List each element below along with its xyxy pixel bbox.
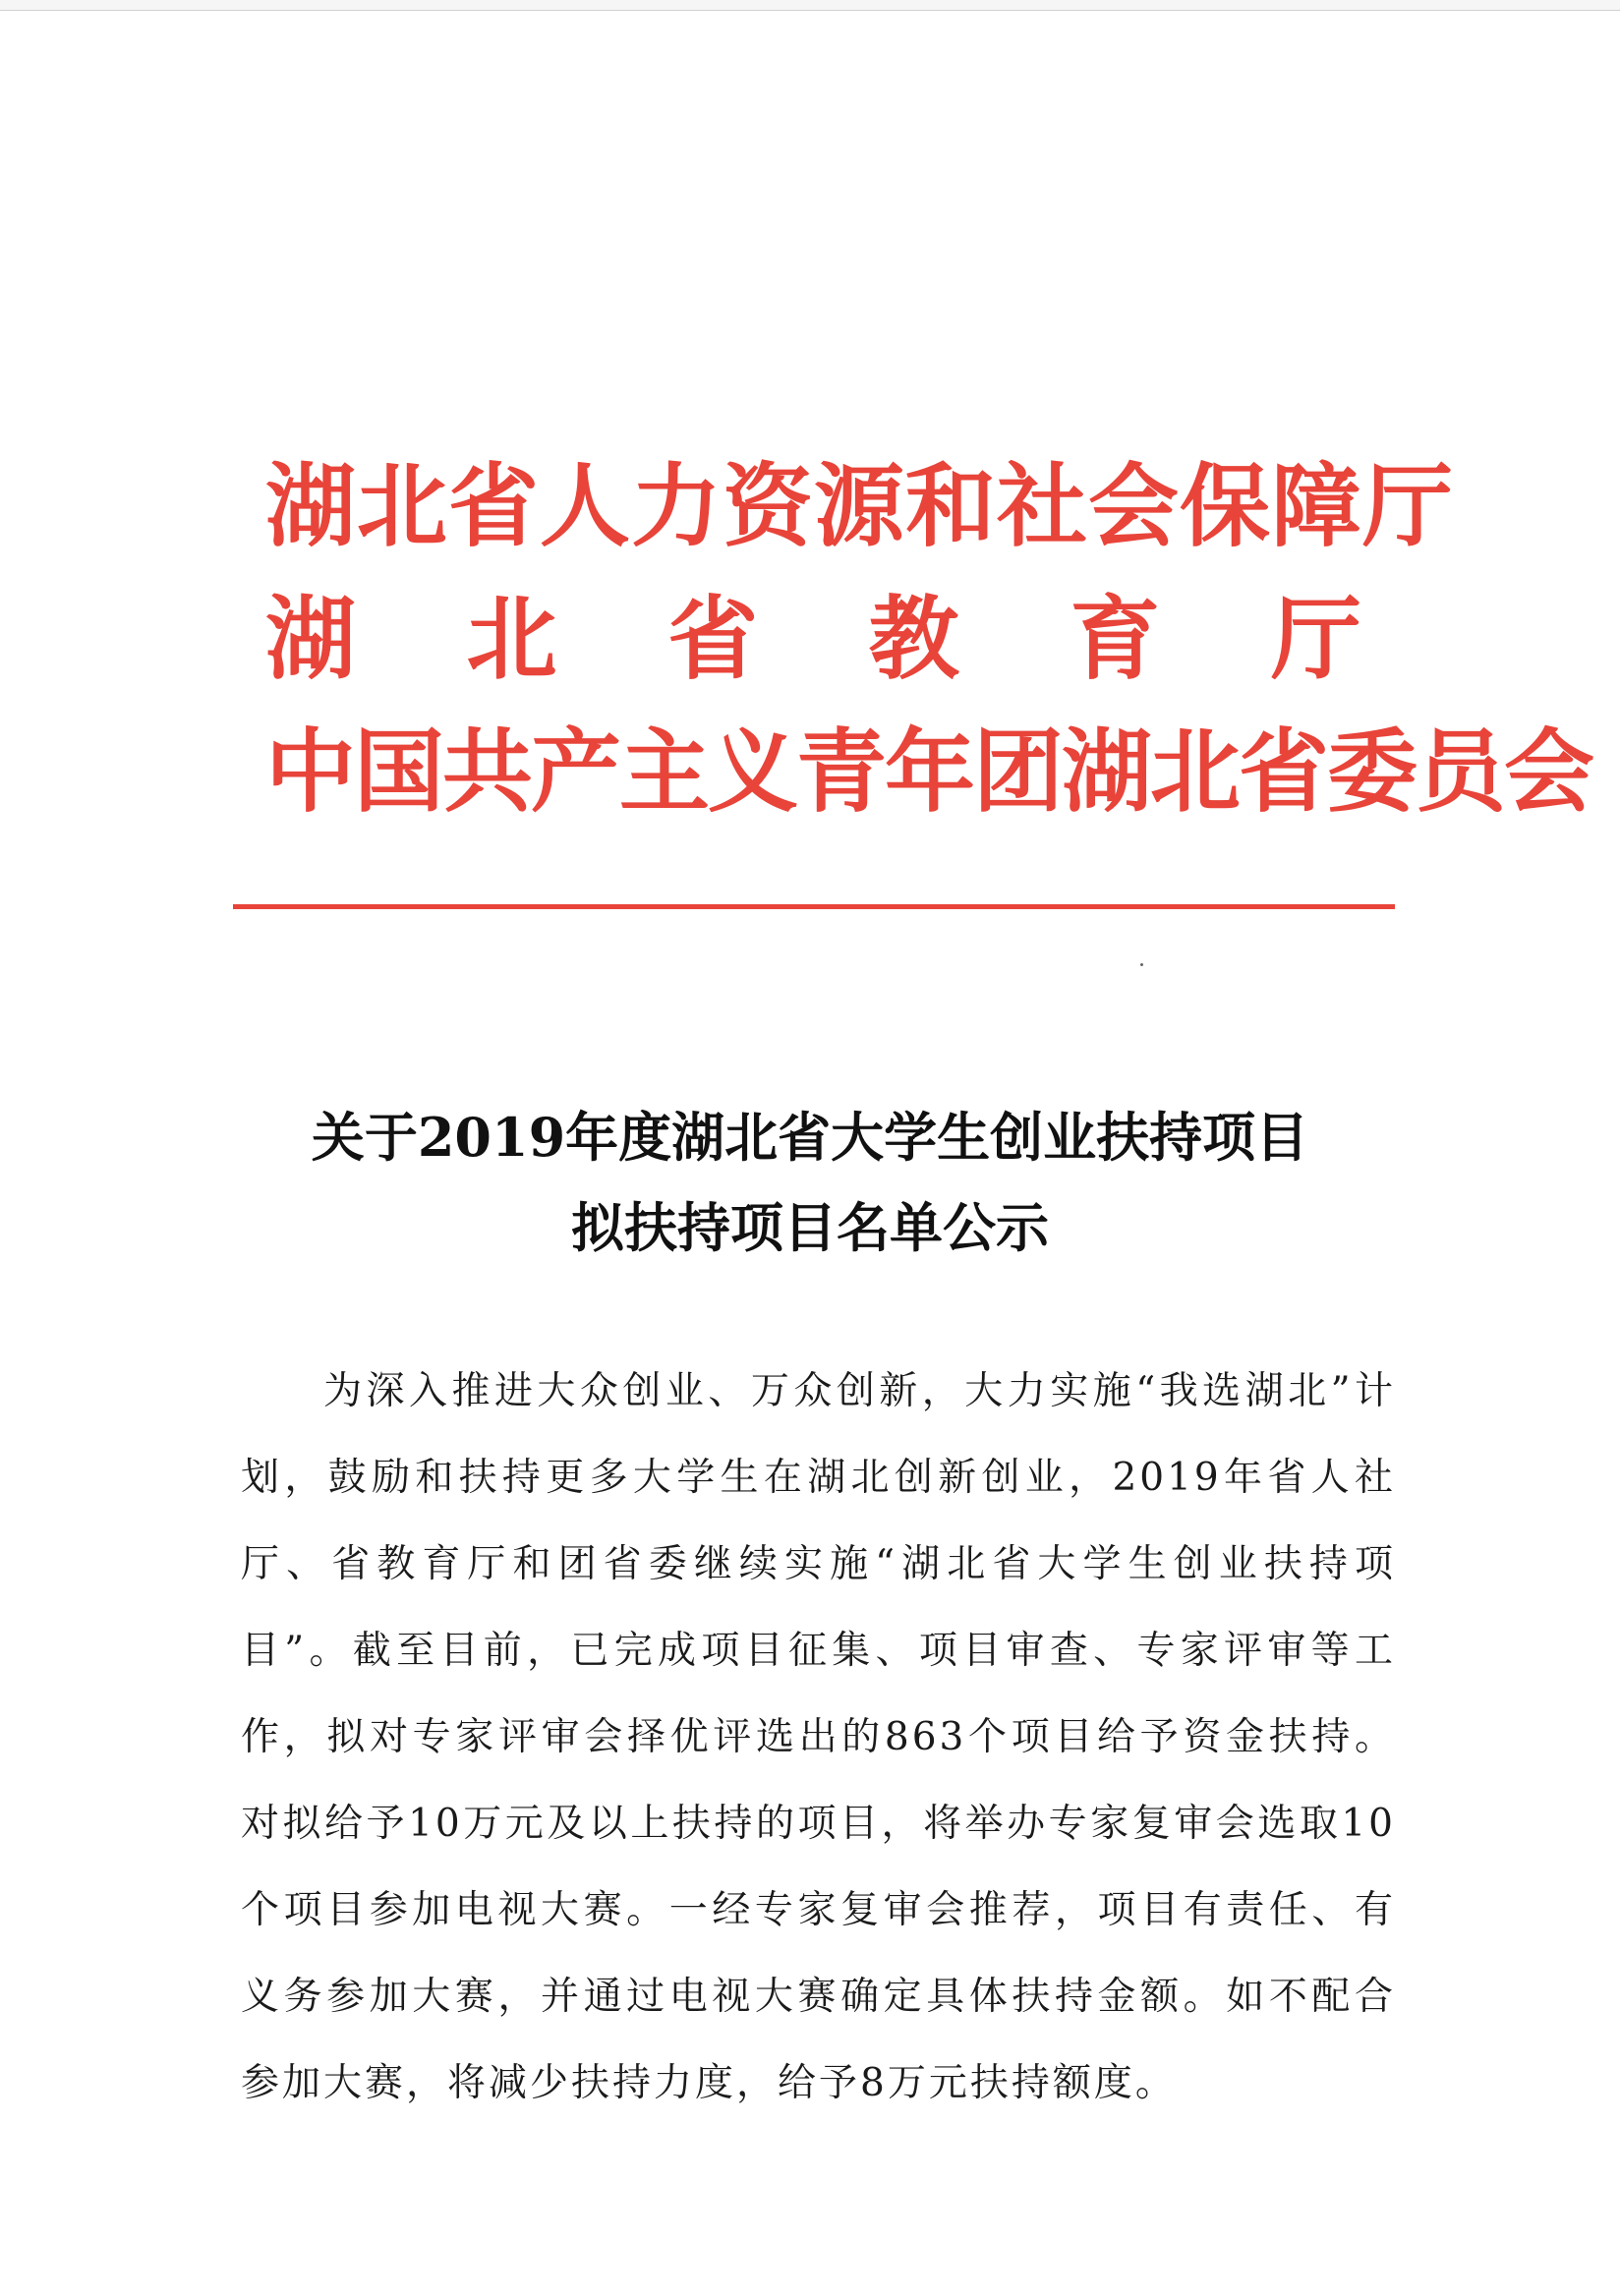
letterhead-char: 湖	[265, 587, 357, 692]
letterhead-issuer-youth-league: 中国共产主义青年团湖北省委员会	[265, 719, 1593, 825]
letterhead-char: 育	[1070, 587, 1161, 692]
document-title-line-1: 关于2019年度湖北省大学生创业扶持项目	[311, 1106, 1309, 1169]
letterhead-char: 教	[868, 587, 959, 692]
document-title-line-2: 拟扶持项目名单公示	[571, 1196, 1049, 1259]
letterhead-char: 北	[466, 587, 557, 692]
letterhead-divider	[233, 904, 1395, 909]
letterhead-issuer-education	[265, 587, 1361, 692]
scan-speck	[1140, 963, 1143, 966]
letterhead-char: 省	[667, 587, 759, 692]
letterhead-char: 厅	[1270, 587, 1361, 692]
body-paragraph: 为深入推进大众创业、万众创新，大力实施“我选湖北”计划，鼓励和扶持更多大学生在湖北创新创业，2019年省人社厅、省教育厅和团省委继续实施“湖北省大学生创业扶持项目”。截至目前，已完成项目征集、项目审查、专家评审等工作，拟对专家评审会择优评选出的863个项目给予资金扶持。对拟给予10万元及以上扶持的项目，将举办专家复审会选取10个项目参加电视大赛。一经专家复审会推荐，项目有责任、有义务参加大赛，并通过电视大赛确定具体扶持金额。如不配合参加大赛，将减少扶持力度，给予8万元扶持额度。	[241, 1369, 1396, 2105]
letterhead-issuer-hrss: 湖北省人力资源和社会保障厅	[265, 454, 1455, 559]
scan-top-edge	[0, 0, 1620, 11]
